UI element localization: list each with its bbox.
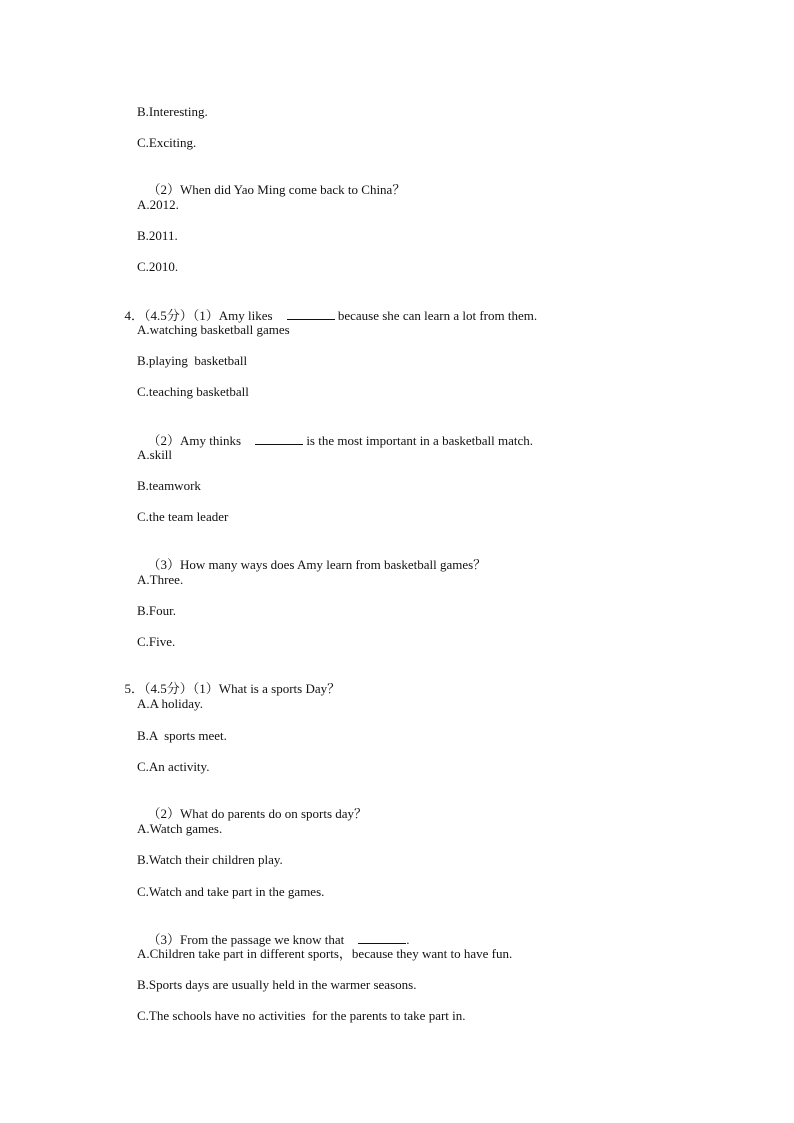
q5-sub3-option-c: C.The schools have no activities for the parents to take part in. <box>137 1008 466 1023</box>
q5-sub1-option-b: B.A sports meet. <box>137 728 227 743</box>
answer-blank[interactable] <box>255 432 303 445</box>
subquestion-text-after: is the most important in a basketball match. <box>306 433 534 448</box>
question-score: （4.5分） <box>144 308 193 323</box>
subquestion-number: （3） <box>147 932 181 947</box>
q4-subquestion-1 <box>118 291 537 324</box>
subquestion-text: What is a sports Day？ <box>218 681 341 696</box>
q5-sub3-option-b: B.Sports days are usually held in the warmer seasons. <box>137 977 417 992</box>
subquestion-text-before: Amy thinks <box>180 433 242 448</box>
q4-sub1-option-b: B.playing basketball <box>137 353 248 368</box>
subquestion-number: （3） <box>147 557 181 572</box>
q3-option-c: C.Exciting. <box>137 135 197 150</box>
subquestion-number: （2） <box>147 182 181 197</box>
q5-sub2-option-c: C.Watch and take part in the games. <box>137 884 325 899</box>
q4-sub3-option-c: C.Five. <box>137 634 176 649</box>
q5-sub1-option-c: C.An activity. <box>137 759 210 774</box>
subquestion-number: （2） <box>147 433 181 448</box>
subquestion-text-after: because she can learn a lot from them. <box>337 308 538 323</box>
q4-sub1-option-a: A.watching basketball games <box>137 322 290 337</box>
q4-subquestion-3 <box>141 541 486 573</box>
subquestion-text-before: From the passage we know that <box>180 932 345 947</box>
q3-option-b: B.Interesting. <box>137 104 208 119</box>
q5-subquestion-3 <box>141 915 410 948</box>
q3-sub2-option-b: B.2011. <box>137 228 178 243</box>
q5-sub2-option-b: B.Watch their children play. <box>137 852 283 867</box>
q4-sub2-option-a: A.skill <box>137 447 173 462</box>
q4-sub2-option-c: C.the team leader <box>137 509 229 524</box>
q4-sub3-option-b: B.Four. <box>137 603 177 618</box>
question-number: 4． <box>124 308 145 323</box>
subquestion-number: （1） <box>192 308 219 323</box>
subquestion-number: （1） <box>192 681 219 696</box>
question-number: 5． <box>124 681 145 696</box>
q4-sub1-option-c: C.teaching basketball <box>137 384 249 399</box>
q3-subquestion-2 <box>141 166 405 198</box>
q4-sub3-option-a: A.Three. <box>137 572 184 587</box>
subquestion-text: When did Yao Ming come back to China？ <box>180 182 406 197</box>
question-score: （4.5分） <box>144 681 193 696</box>
subquestion-text-after: . <box>406 932 410 947</box>
q5-sub1-option-a: A.A holiday. <box>137 696 203 711</box>
q3-sub2-option-c: C.2010. <box>137 259 179 274</box>
q5-sub2-option-a: A.Watch games. <box>137 821 223 836</box>
q4-subquestion-2 <box>141 416 533 449</box>
subquestion-text: How many ways does Amy learn from basketball games？ <box>180 557 487 572</box>
q5-sub3-option-a: A.Children take part in different sports，because they want to have fun. <box>137 946 513 961</box>
subquestion-text-before: Amy likes <box>218 308 273 323</box>
q3-sub2-option-a: A.2012. <box>137 197 179 212</box>
subquestion-text: What do parents do on sports day？ <box>180 806 368 821</box>
q5-subquestion-1 <box>118 665 340 697</box>
subquestion-number: （2） <box>147 806 181 821</box>
q5-subquestion-2 <box>141 790 367 822</box>
q4-sub2-option-b: B.teamwork <box>137 478 201 493</box>
answer-blank[interactable] <box>287 307 335 320</box>
answer-blank[interactable] <box>358 931 406 944</box>
